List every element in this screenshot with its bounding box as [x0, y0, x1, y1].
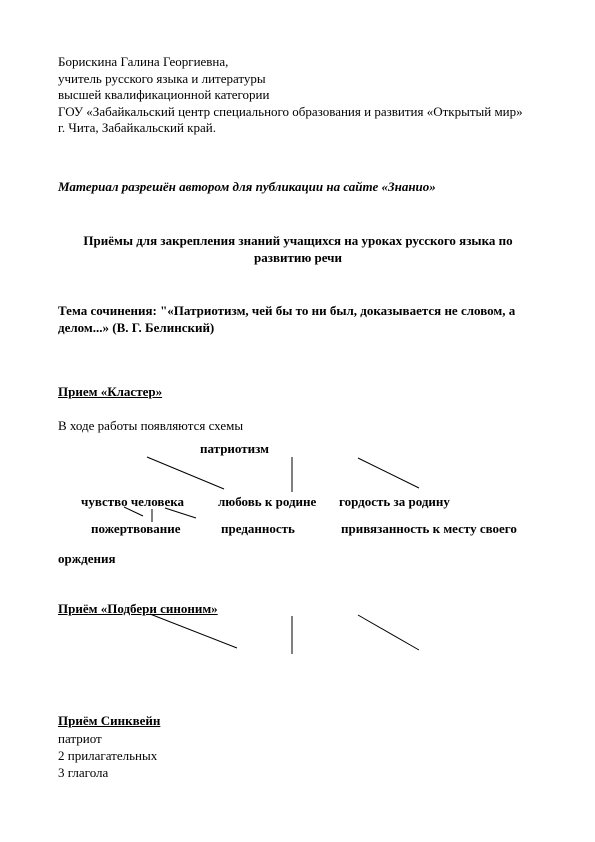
cluster-subitem-3-continued: орждения: [58, 551, 116, 566]
cluster-item-1: чувство человека: [81, 494, 185, 509]
synonym-line-left: [150, 614, 237, 648]
author-organization: ГОУ «Забайкальский центр специального образования и развития «Открытый мир»: [58, 103, 523, 119]
author-name: Борискина Галина Георгиевна,: [58, 54, 229, 69]
synonym-line-right: [358, 615, 419, 650]
synonym-heading: Приём «Подбери синоним»: [58, 601, 218, 616]
permission-note: Материал разрешён автором для публикации на сайте «Знанио»: [58, 179, 436, 194]
essay-theme: Тема сочинения: "«Патриотизм, чей бы то ни был, доказывается не словом, а делом...» (В. Г. Белинский): [58, 303, 516, 335]
cluster-line-left: [147, 457, 224, 489]
cluster-subitem-3: привязанность к месту своего: [341, 521, 517, 536]
document-title: Приёмы для закрепления знаний учащихся на уроках русского языка по развитию речи: [83, 233, 513, 265]
cluster-heading: Прием «Кластер»: [58, 384, 163, 399]
author-block: [58, 54, 538, 137]
cluster-item-2: любовь к родине: [218, 494, 317, 509]
cluster-intro: В ходе работы появляются схемы: [58, 418, 244, 433]
sinkwine-heading: Приём Синквейн: [58, 713, 161, 728]
cluster-item-3: гордость за родину: [339, 494, 450, 509]
author-category: высшей квалификационной категории: [58, 87, 270, 102]
cluster-center-word: патриотизм: [200, 441, 270, 456]
sinkwine-item-1: патриот: [58, 731, 102, 746]
cluster-line-right: [358, 458, 419, 488]
cluster-subitem-1: пожертвование: [91, 521, 181, 536]
cluster-subitem-2: преданность: [221, 521, 295, 536]
author-city: г. Чита, Забайкальский край.: [58, 120, 216, 135]
author-position: учитель русского языка и литературы: [58, 70, 266, 86]
sinkwine-item-2: 2 прилагательных: [58, 748, 158, 763]
sinkwine-item-3: 3 глагола: [58, 765, 109, 780]
